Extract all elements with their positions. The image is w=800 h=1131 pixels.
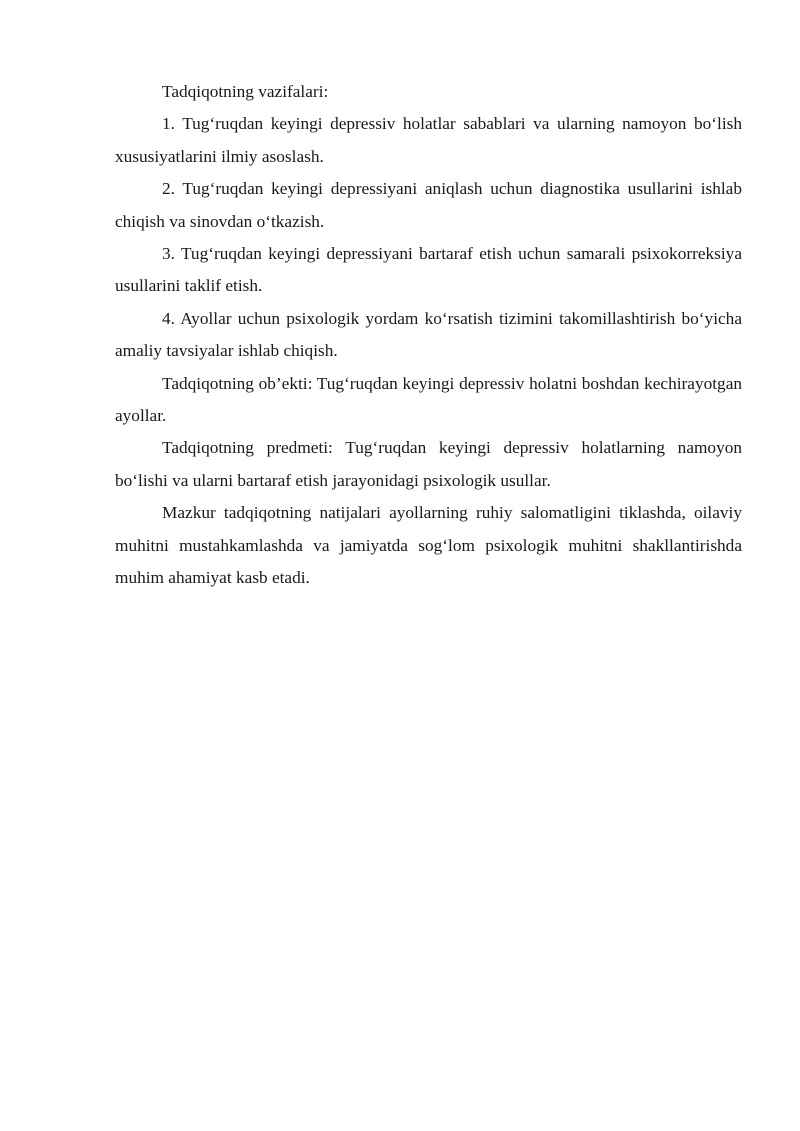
research-object-paragraph: Tadqiqotning ob’ekti: Tug‘ruqdan keyingi depressiv holatni boshdan kechirayotgan ayollar. [115,373,742,426]
task-item-3: 3. Tug‘ruqdan keyingi depressiyani bartaraf etish uchun samarali psixokorreksiya usullarini taklif etish. [115,244,742,296]
task-item-1: 1. Tug‘ruqdan keyingi depressiv holatlar sabablari va ularning namoyon bo‘lish xususiyatlarini ilmiy asoslash. [115,114,742,166]
task-item-2: 2. Tug‘ruqdan keyingi depressiyani aniqlash uchun diagnostika usullarini ishlab chiqish va sinovdan o‘tkazish. [115,179,742,231]
document-body [115,76,742,595]
research-subject-paragraph: Tadqiqotning predmeti: Tug‘ruqdan keyingi depressiv holatlarning namoyon bo‘lishi va ularni bartaraf etish jarayonidagi psixologik usullar. [115,438,742,490]
research-significance-paragraph: Mazkur tadqiqotning natijalari ayollarning ruhiy salomatligini tiklashda, oilaviy muhitni mustahkamlashda va jamiyatda sog‘lom psixologik muhitni shakllantirishda muhim ahamiyat kasb etadi. [115,503,742,588]
tasks-heading: Tadqiqotning vazifalari: [162,82,329,101]
task-item-4: 4. Ayollar uchun psixologik yordam ko‘rsatish tizimini takomillashtirish bo‘yicha amaliy tavsiyalar ishlab chiqish. [115,308,742,361]
